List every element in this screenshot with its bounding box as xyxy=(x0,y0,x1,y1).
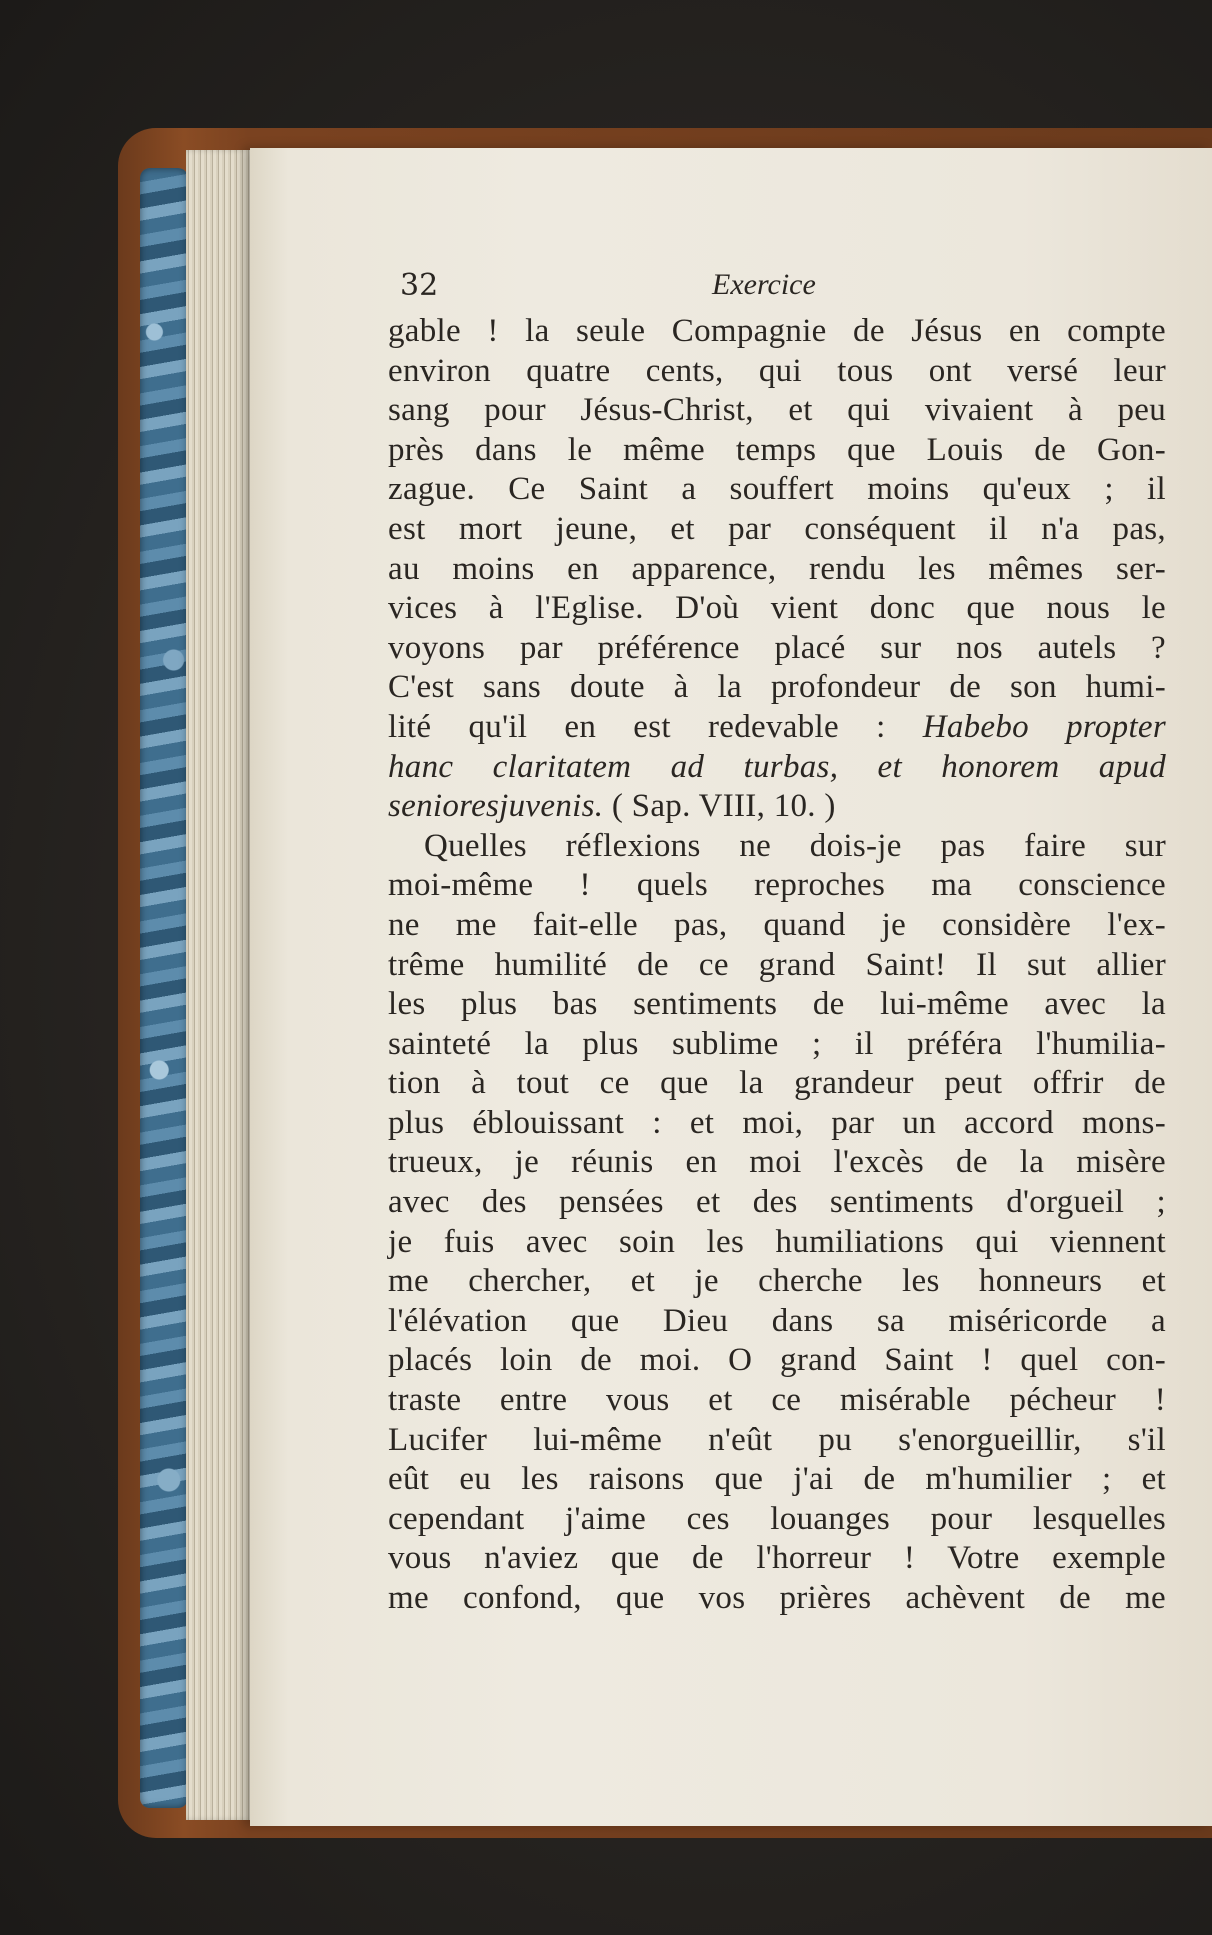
text-line: me confond, que vos prières achèvent de me xyxy=(388,1580,1166,1616)
text-line: Quelles réflexions ne dois-je pas faire sur xyxy=(424,827,1166,864)
text-line: vous n'aviez que de l'horreur ! Votre exemple xyxy=(388,1540,1166,1577)
text-line: me chercher, et je cherche les honneurs et xyxy=(388,1263,1166,1300)
text-line: voyons par préférence placé sur nos autels ? xyxy=(388,629,1166,666)
text-line: les plus bas sentiments de lui-même avec la xyxy=(388,986,1166,1023)
text-line: hanc claritatem ad turbas, et honorem apud xyxy=(388,748,1166,785)
text-line: sainteté la plus sublime ; il préféra l'humilia- xyxy=(388,1025,1166,1062)
text-line: environ quatre cents, qui tous ont versé leur xyxy=(388,352,1166,389)
text-line: plus éblouissant : et moi, par un accord mons- xyxy=(388,1104,1166,1141)
page-header xyxy=(400,268,900,308)
text-line: l'élévation que Dieu dans sa miséricorde a xyxy=(388,1302,1166,1339)
text-line: trême humilité de ce grand Saint! Il sut allier xyxy=(388,946,1166,983)
text-line: trueux, je réunis en moi l'excès de la misère xyxy=(388,1144,1166,1181)
text-line: senioresjuvenis. ( Sap. VIII, 10. ) xyxy=(388,788,836,825)
text-line: sang pour Jésus-Christ, et qui vivaient à peu xyxy=(388,392,1166,429)
text-line: tion à tout ce que la grandeur peut offrir de xyxy=(388,1065,1166,1102)
text-line: cependant j'aime ces louanges pour lesquelles xyxy=(388,1500,1166,1537)
text-line: moi-même ! quels reproches ma conscience xyxy=(388,867,1166,904)
text-line: placés loin de moi. O grand Saint ! quel con- xyxy=(388,1342,1166,1379)
text-line: Lucifer lui-même n'eût pu s'enorgueillir, s'il xyxy=(388,1421,1166,1458)
text-line: gable ! la seule Compagnie de Jésus en compte xyxy=(388,313,1166,349)
text-line: traste entre vous et ce misérable pécheur ! xyxy=(388,1382,1166,1419)
text-line: près dans le même temps que Louis de Gon- xyxy=(388,431,1166,468)
body-text xyxy=(388,312,1166,1619)
page-edges xyxy=(186,150,256,1820)
text-line: ne me fait-elle pas, quand je considère l'ex- xyxy=(388,906,1166,943)
text-line: vices à l'Eglise. D'où vient donc que nous le xyxy=(388,590,1166,627)
text-line: avec des pensées et des sentiments d'orgueil ; xyxy=(388,1184,1166,1221)
text-line: je fuis avec soin les humiliations qui viennent xyxy=(388,1223,1166,1260)
text-line: au moins en apparence, rendu les mêmes ser- xyxy=(388,550,1166,587)
running-title: Exercice xyxy=(712,268,816,301)
page-number: 32 xyxy=(400,268,439,303)
text-line: eût eu les raisons que j'ai de m'humilier ; et xyxy=(388,1461,1166,1498)
text-line: lité qu'il en est redevable : Habebo propter xyxy=(388,708,1166,745)
marbled-endpaper xyxy=(140,168,188,1808)
text-line: zague. Ce Saint a souffert moins qu'eux ; il xyxy=(388,471,1166,508)
text-line: est mort jeune, et par conséquent il n'a pas, xyxy=(388,510,1166,547)
text-line: C'est sans doute à la profondeur de son humi- xyxy=(388,669,1166,706)
